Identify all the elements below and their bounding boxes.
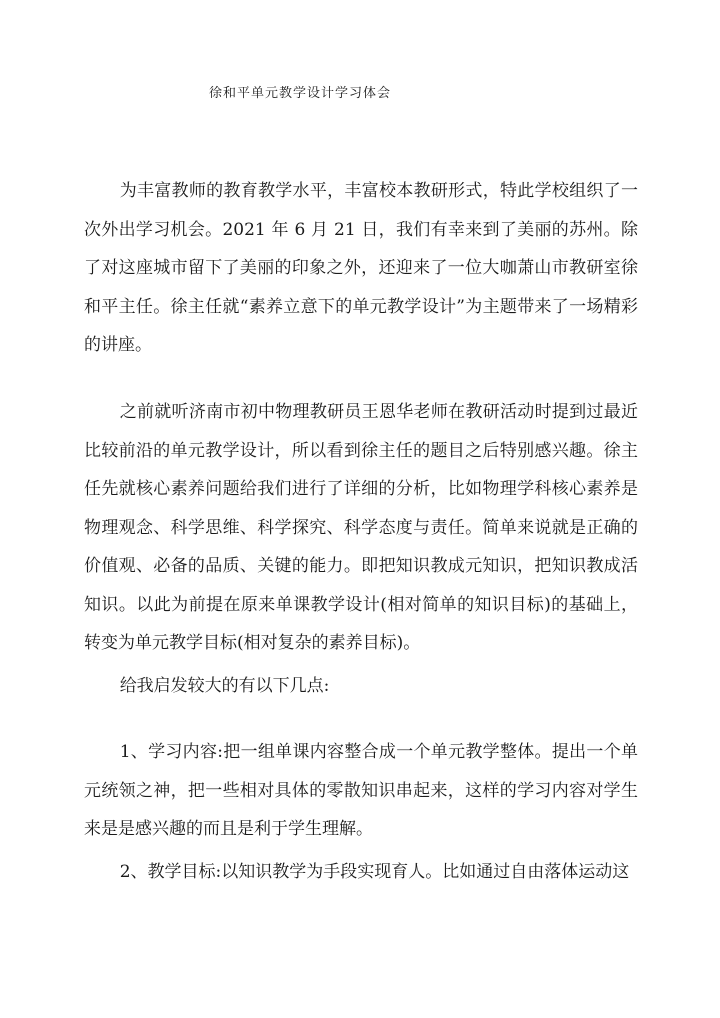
- paragraph-background: 之前就听济南市初中物理教研员王恩华老师在教研活动时提到过最近比较前沿的单元教学设计，所以看到徐主任的题目之后特别感兴趣。徐主任先就核心素养问题给我们进行了详细的分析，比如物理学科核心素养是物理观念、科学思维、科学探究、科学态度与责任。简单来说就是正确的价值观、必备的品质、关键的能力。即把知识教成元知识，把知识教成活知识。以此为前提在原来单课教学设计(相对简单的知识目标)的基础上，转变为单元教学目标(相对复杂的素养目标)。: [84, 402, 638, 653]
- paragraph-intro: 为丰富教师的教育教学水平，丰富校本教研形式，特此学校组织了一次外出学习机会。2021 年 6 月 21 日，我们有幸来到了美丽的苏州。除了对这座城市留下了美丽的印象之外，还迎来了一位大咖萧山市教研室徐和平主任。徐主任就“素养立意下的单元教学设计”为主题带来了一场精彩的讲座。: [84, 181, 638, 355]
- paragraph-point-1: 1、学习内容:把一组单课内容整合成一个单元教学整体。提出一个单元统领之神，把一些相对具体的零散知识串起来，这样的学习内容对学生来是是感兴趣的而且是利于学生理解。: [84, 742, 638, 839]
- paragraph-inspiration-heading: 给我启发较大的有以下几点:: [119, 676, 330, 696]
- document-title: 徐和平单元教学设计学习体会: [208, 86, 391, 101]
- paragraph-point-2: 2、教学目标:以知识教学为手段实现育人。比如通过自由落体运动这: [119, 862, 630, 882]
